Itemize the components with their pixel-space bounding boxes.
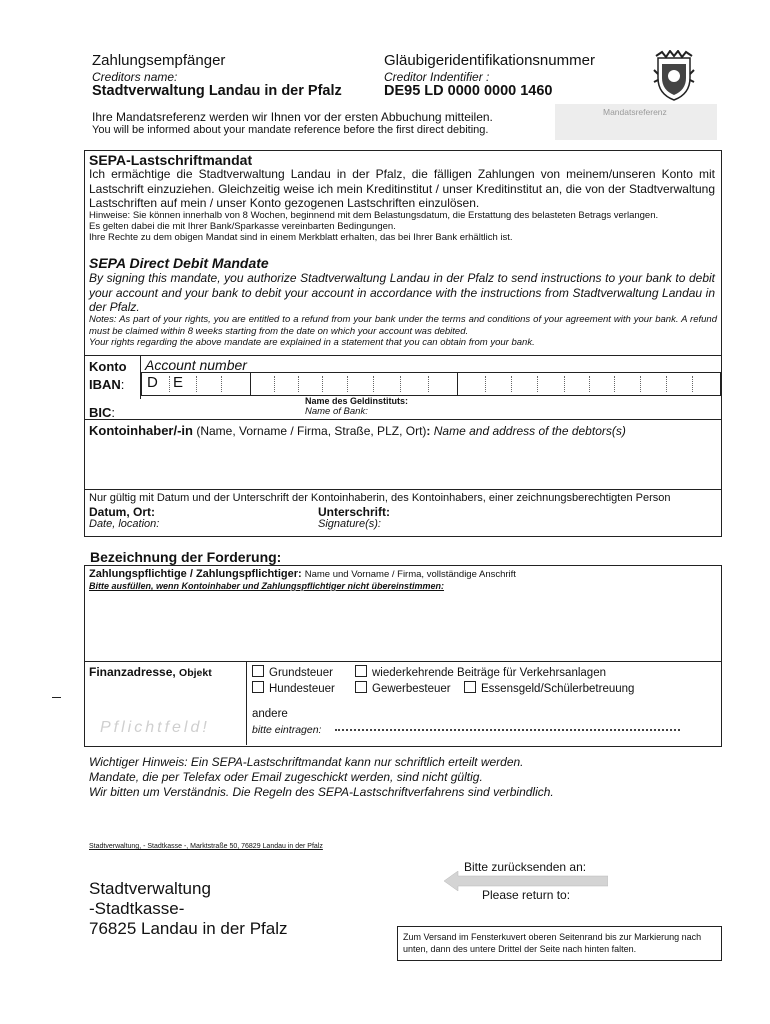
option-gewerbesteuer[interactable]: Gewerbesteuer [355,681,451,695]
account-number-label: Account number [145,357,247,373]
validity-note: Nur gültig mit Datum und der Unterschrift der Kontoinhaberin, des Kontoinhabers, einer zeichnungsberechtigten Person [89,492,671,504]
iban-separator [373,376,374,392]
payee-label: Zahlungsempfänger [92,52,226,69]
iban-separator [692,376,693,392]
required-field-hint: Pflichtfeld! [100,719,210,736]
iban-separator [428,376,429,392]
konto-label: Konto [89,359,127,374]
iban-group-divider [250,372,251,395]
payee-name: Stadtverwaltung Landau in der Pfalz [92,83,342,99]
account-holder-input[interactable] [86,440,718,488]
iban-separator [485,376,486,392]
notice-line-2: Mandate, die per Telefax oder Email zugeschickt werden, sind nicht gültig. [89,770,483,784]
notice-line-1: Wichtiger Hinweis: Ein SEPA-Lastschriftmandat kann nur schriftlich erteilt werden. [89,755,524,769]
fold-mark [52,697,61,698]
signature-input[interactable] [400,504,715,532]
iban-separator [564,376,565,392]
payee-label-en: Creditors name: [92,70,178,84]
checkbox[interactable] [464,681,476,693]
iban-separator [537,376,538,392]
iban-separator [666,376,667,392]
sepa-de-note-1: Hinweise: Sie können innerhalb von 8 Wochen, beginnend mit dem Belastungsdatum, die Erstattung des belasteten Betrags verlangen. [89,210,659,221]
mailing-note: Zum Versand im Fensterkuvert oberen Seitenrand bis zur Markierung nach unten, dann des untere Drittel der Seite nach hinten falten. [403,932,702,954]
iban-separator [322,376,323,392]
signature-label-en: Signature(s): [318,518,381,530]
mandate-ref-line-en: You will be informed about your mandate reference before the first direct debiting. [92,124,489,136]
divider [246,661,247,745]
checkbox[interactable] [252,665,264,677]
iban-separator [640,376,641,392]
divider [84,661,722,662]
iban-separator [274,376,275,392]
account-holder-label: Kontoinhaber/-in (Name, Vorname / Firma, Straße, PLZ, Ort): Name and address of the debtors(s) [89,423,626,438]
checkbox[interactable] [355,681,367,693]
divider [84,419,722,420]
iban-label: IBAN: [89,377,125,392]
notice-line-3: Wir bitten um Verständnis. Die Regeln des SEPA-Lastschriftverfahrens sind verbindlich. [89,785,554,799]
iban-separator [196,376,197,392]
iban-separator [347,376,348,392]
sepa-de-title: SEPA-Lastschriftmandat [89,152,253,168]
iban-input[interactable] [141,372,721,396]
claim-title: Bezeichnung der Forderung: [90,549,282,565]
checkbox[interactable] [252,681,264,693]
sepa-en-title: SEPA Direct Debit Mandate [89,255,269,271]
payer-input[interactable] [86,595,718,659]
return-label-de: Bitte zurücksenden an: [464,860,587,874]
other-input-line[interactable] [335,729,680,731]
signature-label: Unterschrift: [318,505,391,519]
address-line-1: Stadtverwaltung [89,879,211,898]
creditor-id: DE95 LD 0000 0000 1460 [384,83,553,99]
iban-separator [169,376,170,392]
iban-separator [221,376,222,392]
option-grundsteuer[interactable]: Grundsteuer [252,665,333,679]
coat-of-arms-emblem [652,50,696,102]
other-label: andere [252,708,288,720]
mandate-ref-line-de: Ihre Mandatsreferenz werden wir Ihnen vor der ersten Abbuchung mitteilen. [92,110,493,124]
sender-line: Stadtverwaltung, - Stadtkasse -, Marktstraße 50, 76829 Landau in der Pfalz [89,843,323,850]
finance-address-input[interactable] [86,683,242,713]
iban-group-divider [457,372,458,395]
iban-separator [298,376,299,392]
sepa-de-body: Ich ermächtige die Stadtverwaltung Landau in der Pfalz, die fälligen Zahlungen von meinem/unseren Konto mit Lastschrift einzuziehen. Gleichzeitig weise ich mein Kreditinstitut / unser Kreditinstitut an, die von der Stadtverwaltung Lastschriften auf mein / unser Konto gezogenen Lastschriften einzulösen. [89,167,715,210]
sepa-de-note-3: Ihre Rechte zu dem obigen Mandat sind in einem Merkblatt erhalten, das bei Ihrer Bank erhältlich ist. [89,232,513,243]
date-label: Datum, Ort: [89,505,155,519]
bic-label: BIC: [89,405,116,420]
checkbox[interactable] [355,665,367,677]
iban-separator [400,376,401,392]
option-verkehrsanlagen[interactable]: wiederkehrende Beiträge für Verkehrsanlagen [355,665,606,679]
mandate-reference-box-label: Mandatsreferenz [603,107,667,117]
bank-name-label-en: Name of Bank: [305,406,368,417]
date-input[interactable] [160,504,310,532]
mandate-reference-box[interactable] [555,104,717,140]
sepa-de-note-2: Es gelten dabei die mit Ihrer Bank/Sparkasse vereinbarten Bedingungen. [89,221,396,232]
iban-prefix-d: D [147,374,158,391]
address-line-2: -Stadtkasse- [89,899,185,918]
address-line-3: 76825 Landau in der Pfalz [89,919,288,938]
return-label-en: Please return to: [482,888,571,902]
bic-input[interactable] [141,395,301,419]
date-label-en: Date, location: [89,518,160,530]
payer-label: Zahlungspflichtige / Zahlungspflichtiger: Name und Vorname / Firma, vollständige Anschrift [89,568,516,580]
iban-prefix-e: E [173,374,184,391]
divider [84,489,722,490]
bank-name-label: Name des Geldinstituts: [305,396,409,406]
option-hundesteuer[interactable]: Hundesteuer [252,681,335,695]
other-hint: bitte eintragen: [252,724,322,736]
iban-separator [614,376,615,392]
sepa-en-notes-2: Your rights regarding the above mandate are explained in a statement that you can obtain from your bank. [89,337,535,348]
option-essensgeld[interactable]: Essensgeld/Schülerbetreuung [464,681,634,695]
creditor-id-label: Gläubigeridentifikationsnummer [384,52,595,69]
payer-fill-note: Bitte ausfüllen, wenn Kontoinhaber und Zahlungspflichtiger nicht übereinstimmen: [89,581,445,591]
iban-separator [589,376,590,392]
iban-separator [511,376,512,392]
mailing-note-box [397,926,722,961]
finance-address-label: Finanzadresse, Objekt [89,665,212,679]
sepa-en-notes-1: Notes: As part of your rights, you are entitled to a refund from your bank under the terms and conditions of your agreement with your bank. A refund must be claimed within 8 weeks starting from the date on which your account was debited. [89,314,717,337]
sepa-en-body: By signing this mandate, you authorize Stadtverwaltung Landau in der Pfalz to send instructions to your bank to debit your account and your bank to debit your account in accordance with the instructions from Stadtverwaltung Landau in der Pfalz. [89,271,715,314]
creditor-id-label-en: Creditor Indentifier : [384,70,490,84]
divider [84,355,722,356]
